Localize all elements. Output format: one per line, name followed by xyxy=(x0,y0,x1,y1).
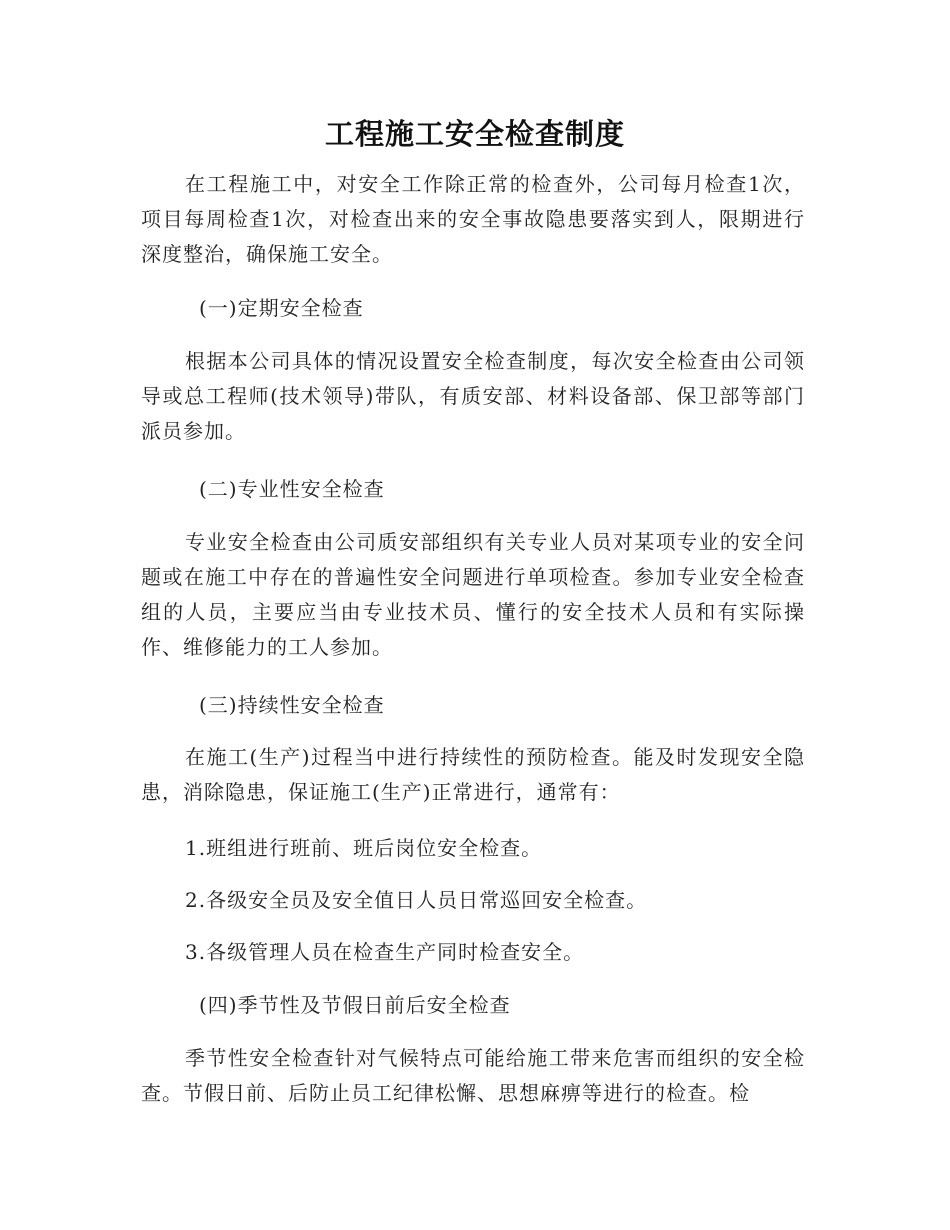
section-body-3: 在施工(生产)过程当中进行持续性的预防检查。能及时发现安全隐患，消除隐患，保证施工(生产)正常进行，通常有： xyxy=(141,745,805,804)
section-body-4: 季节性安全检查针对气候特点可能给施工带来危害而组织的安全检查。节假日前、后防止员工纪律松懈、思想麻痹等进行的检查。检 xyxy=(141,1046,805,1105)
list-item-2: 2.各级安全员及安全值日人员日常巡回安全检查。 xyxy=(185,888,648,912)
list-item-3: 3.各级管理人员在检查生产同时检查安全。 xyxy=(185,940,585,964)
section-heading-2: (二)专业性安全检查 xyxy=(199,477,385,501)
section-heading-1: (一)定期安全检查 xyxy=(199,296,364,320)
section-heading-3: (三)持续性安全检查 xyxy=(199,693,385,717)
list-item-1: 1.班组进行班前、班后岗位安全检查。 xyxy=(185,836,543,860)
section-body-2: 专业安全检查由公司质安部组织有关专业人员对某项专业的安全问题或在施工中存在的普遍性安全问题进行单项检查。参加专业安全检查组的人员，主要应当由专业技术员、懂行的安全技术人员和有实际操作、维修能力的工人参加。 xyxy=(141,530,805,659)
intro-paragraph: 在工程施工中，对安全工作除正常的检查外，公司每月检查1次，项目每周检查1次，对检查出来的安全事故隐患要落实到人，限期进行深度整治，确保施工安全。 xyxy=(141,172,805,266)
section-heading-4: (四)季节性及节假日前后安全检查 xyxy=(199,993,511,1017)
section-body-1: 根据本公司具体的情况设置安全检查制度，每次安全检查由公司领导或总工程师(技术领导)带队，有质安部、材料设备部、保卫部等部门派员参加。 xyxy=(141,349,805,443)
document-title: 工程施工安全检查制度 xyxy=(324,117,625,151)
